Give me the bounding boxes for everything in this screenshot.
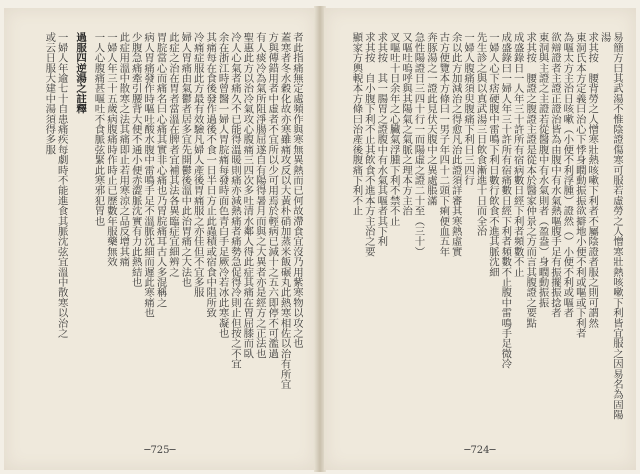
left-paragraph: 者此指痛無定處頻作與寒無異熱而已何故滯食宜沒乃用紫寒物以攻之也 bbox=[291, 32, 303, 349]
left-paragraph: 冷人心氣者痛久不已能得溫暖則痛亦減熱痛者痛勢急促得冷則止但按之不宜 bbox=[228, 32, 241, 369]
right-paragraph: 求其按 腰背勞之人憎寒壯熱咳嗽下利者不屬陰證者服之則可謂然 bbox=[586, 32, 599, 328]
right-paragraph: 急性陽證日三四十行一而陽虛之證二十至（三十） bbox=[412, 32, 425, 257]
left-page bbox=[4, 8, 316, 470]
right-paragraph: 古方便覽本方條曰一男子年四十二頭下痢便血五年 bbox=[437, 32, 450, 257]
right-paragraph: 又嘔吐嗚呼與其陽氣之氣脈之理本方主治 bbox=[400, 32, 413, 216]
right-paragraph: 成盛錄曰一婦人年三十許所有宿痛數日經下利者頻數不止腹中雷鳴手足微冷 bbox=[499, 32, 512, 369]
left-paragraph: 蓋寒者冬水穀化故亦寒雖痛攻反以大黃朴硝加蒸米飯碾丸此熱寒相佐以治有所宜 bbox=[278, 32, 291, 389]
page-number-right: ─724─ bbox=[464, 445, 496, 456]
right-paragraph: 余以此方加減治之得愈凡治此證須詳審其寒熱虛實 bbox=[449, 32, 462, 257]
right-page-text bbox=[337, 32, 623, 422]
left-paragraph: 一人心腹痛甚嘔吐不食脈弦緊此寒邪犯胃也 bbox=[92, 32, 105, 226]
right-paragraph: 求其按 自小腹下利不止其飲食不進本方主治之要 bbox=[362, 32, 375, 257]
left-paragraph: 聖惠此方以治冷氣攻心腹痛三四次多吐清水鄰人得此症其痛在胃屈膝而臥 bbox=[241, 32, 254, 359]
page-number-left: ─725─ bbox=[144, 445, 176, 456]
right-paragraph: 求其按 腰證之腹證主證是從本於醫家仲景之方而言其腹證之要點 bbox=[524, 32, 537, 328]
right-paragraph: 叉嘔吐十日余年之心臟氣浮腫下利不禁不止 bbox=[387, 32, 400, 226]
right-paragraph: 東洞氏本方定義曰治心下悸身瞤動振振欲擗地小便不利或嘔或下利者 bbox=[573, 32, 586, 338]
left-paragraph: 一婦人年三十五歲病腹痛時作時止已歷數年服藥無效 bbox=[104, 32, 117, 267]
right-paragraph: 求其按 其一腸胃之證腹中有水氣其嘔者其下利 bbox=[375, 32, 388, 247]
left-paragraph: 余在浙江時曾醫一婦人胃脘痛每發時面色青白手足厥冷若冰此寒凝也 bbox=[216, 32, 229, 338]
left-paragraph: 有人痰冷為氣所阻淨腸屈遂自有陽得暑月而與之大異者亦是經方之正法也 bbox=[253, 32, 266, 359]
left-paragraph: 一婦人年逾七十自患痛疾每劇時不能進食其脈沈弦宜溫中散寒以治之 bbox=[55, 32, 68, 338]
left-paragraph: 或云日服大建中湯須得多服 bbox=[43, 32, 56, 155]
right-page bbox=[324, 8, 636, 470]
left-paragraph: 此症之治在胃者當溫在脾者宜補其法各異臨症宜細辨之 bbox=[166, 32, 179, 277]
right-paragraph: 為嘔太方主治日咳嗽（小便不利浮腫）證然（）小便不利或嘔者 bbox=[561, 32, 574, 318]
left-paragraph: 其痛每在食後發作過後不食一日半日方止此蟲積或宿食中阻所致 bbox=[204, 32, 217, 318]
section-heading: 過服四逆湯之註釋 bbox=[74, 32, 87, 114]
left-paragraph: 方與傳錯用者中虛者不宜所以少可用焉於輕病已減十之五六即停不可濫過 bbox=[266, 32, 279, 359]
left-paragraph: 此症用溫中散寒之法其痛即止若用寒涼之品反增其痛 bbox=[117, 32, 130, 267]
right-paragraph: 成盛錄日一人年三十許所有宿病數日經下利者頻數不止 bbox=[511, 32, 524, 277]
right-paragraph: 東洞與主證之主證若從醫腹中有水氣則者（盈盎）身瞤動振振 bbox=[536, 32, 549, 308]
right-paragraph: 先生診之與以真武湯三日飲食漸進十日而全治 bbox=[474, 32, 487, 236]
right-paragraph: 一婦人腹痛須臾腹痛下利日三四行 bbox=[462, 32, 475, 185]
left-paragraph: 病人胃痛發作時嘔吐酸水腹中雷鳴手足不溫脈沈細而遲此寒痛也 bbox=[142, 32, 155, 318]
left-paragraph: 婦人胃痛由氣鬱者居多宜先開鬱後溫中此治胃痛之大法也 bbox=[179, 32, 192, 287]
left-paragraph: 胃脘當心而痛名曰心痛其實非心痛也乃胃脘痛耳古人多混稱之 bbox=[154, 32, 167, 308]
right-paragraph: 易簡方曰其武湯不惟陰證傷寒可服若虛勞之人憎寒壯熱咳嗽下利皆宜服之因易名為固陽湯 bbox=[598, 32, 623, 420]
left-page-text bbox=[17, 32, 303, 422]
left-paragraph: 冷痛症服此方最有效驗凡婦人產後胃痛服之亦佳但不宜多服 bbox=[191, 32, 204, 298]
right-paragraph: 一婦人心下痞硬腹中雷鳴下利日數行飲食不進其脈沈細 bbox=[486, 32, 499, 277]
right-paragraph: 顯家方輿輗本方條曰治產後腹痛下利不止 bbox=[350, 32, 363, 216]
left-paragraph: 少腹急痛牽引腰背大便不通小便赤澀脈沈實有力此熱結也 bbox=[129, 32, 142, 287]
right-paragraph: 奔豚湯之一證此見伏天腹中之異處脹滿 bbox=[424, 32, 437, 206]
right-paragraph: 欲辯證者主證正證治皆為由腹中有水氣熱嘔腹手足有振擺振捻者 bbox=[548, 32, 561, 318]
